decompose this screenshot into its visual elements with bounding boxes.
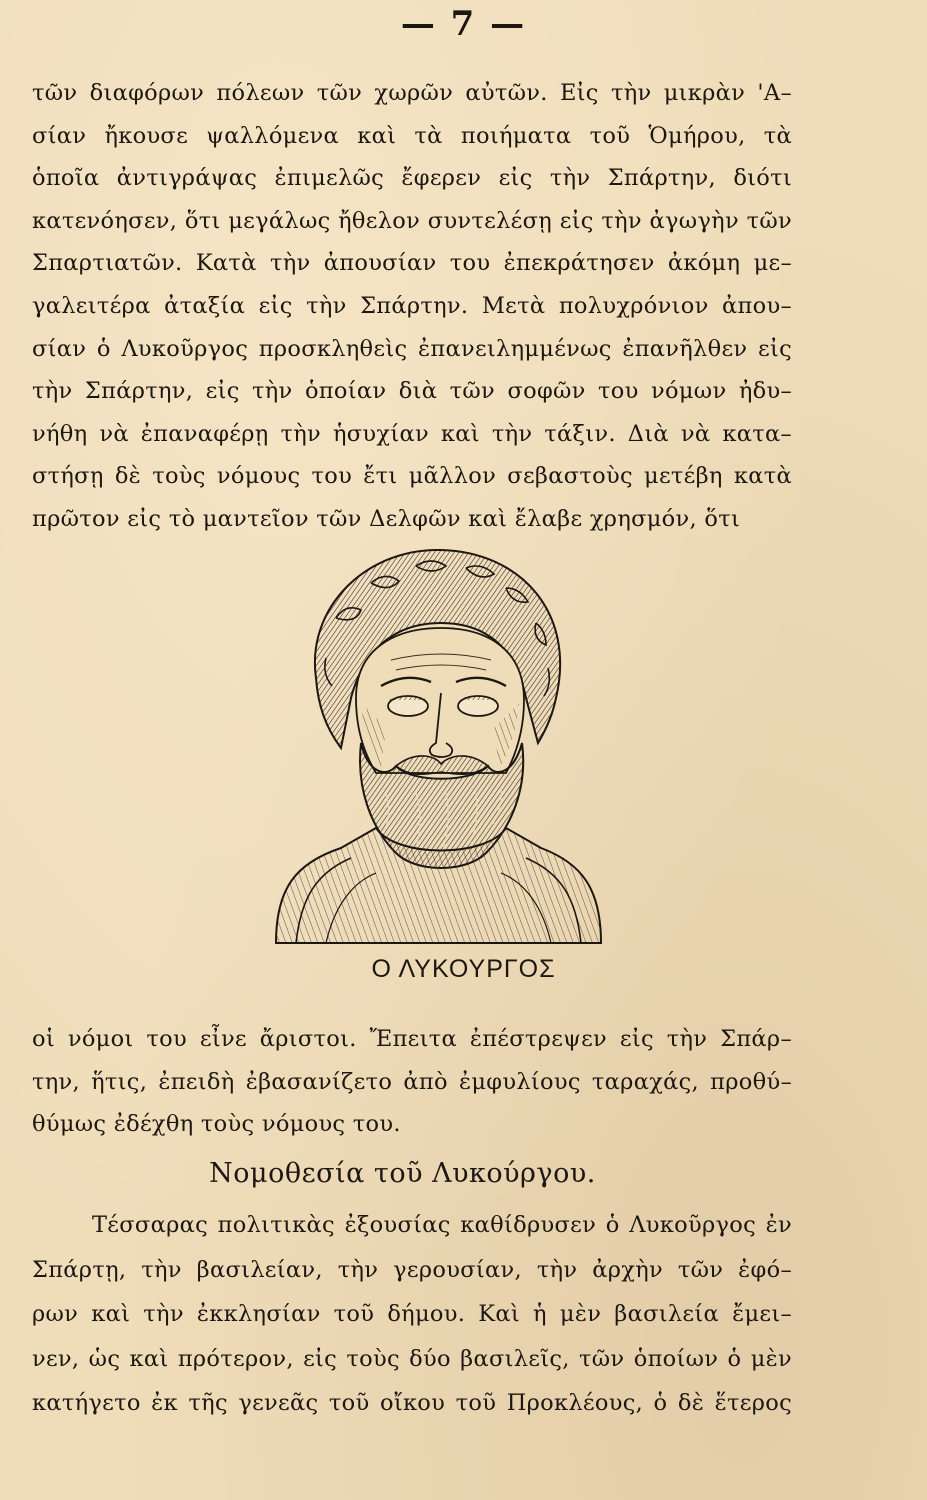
text-line: νήθη νὰ ἐπαναφέρῃ τὴν ἡσυχίαν καὶ τὴν τάξιν. Διὰ νὰ κατα– <box>32 420 792 447</box>
page-number: — 7 — <box>400 4 527 44</box>
text-line: νεν, ὡς καὶ πρότερον, εἰς τοὺς δύο βασιλεῖς, τῶν ὁποίων ὁ μὲν <box>32 1345 792 1372</box>
text-line: στήσῃ δὲ τοὺς νόμους του ἔτι μᾶλλον σεβαστοὺς μετέβη κατὰ <box>32 463 792 490</box>
text-line: Τέσσαρας πολιτικὰς ἐξουσίας καθίδρυσεν ὁ Λυκοῦργος ἐν <box>92 1212 792 1238</box>
text-line: τὴν Σπάρτην, εἰς τὴν ὁποίαν διὰ τῶν σοφῶν του νόμων ἠδυ– <box>32 378 792 405</box>
figure-caption: Ο ΛΥΚΟΥΡΓΟΣ <box>371 955 556 983</box>
text-line: σίαν ὁ Λυκοῦργος προσκληθεὶς ἐπανειλημμένως ἐπανῆλθεν εἰς <box>32 335 792 362</box>
paragraph-3 <box>32 1203 792 1426</box>
text-line: την, ἥτις, ἐπειδὴ ἐβασανίζετο ἀπὸ ἐμφυλίους ταραχάς, προθύ– <box>32 1068 792 1095</box>
text-line: Σπάρτῃ, τὴν βασιλείαν, τὴν γερουσίαν, τὴν ἀρχὴν τῶν ἐφό– <box>32 1256 792 1283</box>
paragraph-2 <box>32 1018 792 1146</box>
text-line: κατενόησεν, ὅτι μεγάλως ἤθελον συντελέσῃ εἰς τὴν ἀγωγὴν τῶν <box>32 207 792 234</box>
text-line: τῶν διαφόρων πόλεων τῶν χωρῶν αὐτῶν. Εἰς τὴν μικρὰν 'Α– <box>32 80 792 106</box>
text-line: σίαν ἤκουσε ψαλλόμενα καὶ τὰ ποιήματα τοῦ Ὁμήρου, τὰ <box>32 122 792 149</box>
text-line: κατήγετο ἐκ τῆς γενεᾶς τοῦ οἴκου τοῦ Προκλέους, ὁ δὲ ἕτερος <box>32 1390 792 1416</box>
lycurgus-bust-engraving <box>256 528 616 948</box>
text-line: πρῶτον εἰς τὸ μαντεῖον τῶν Δελφῶν καὶ ἔλαβε χρησμόν, ὅτι <box>32 505 741 532</box>
text-line: Σπαρτιατῶν. Κατὰ τὴν ἀπουσίαν του ἐπεκράτησεν ἀκόμη με– <box>32 250 792 277</box>
text-line: ρων καὶ τὴν ἐκκλησίαν τοῦ δήμου. Καὶ ἡ μὲν βασιλεία ἔμει– <box>32 1301 792 1327</box>
paragraph-1 <box>32 72 792 541</box>
text-line: θύμως ἐδέχθη τοὺς νόμους του. <box>32 1111 401 1138</box>
text-line: οἱ νόμοι του εἶνε ἄριστοι. Ἔπειτα ἐπέστρεψεν εἰς τὴν Σπάρ– <box>32 1026 792 1052</box>
text-line: γαλειτέρα ἀταξία εἰς τὴν Σπάρτην. Μετὰ πολυχρόνιον ἀπου– <box>32 292 792 319</box>
text-line: ὁποῖα ἀντιγράψας ἐπιμελῶς ἔφερεν εἰς τὴν Σπάρτην, διότι <box>32 165 792 192</box>
section-heading: Νομοθεσία τοῦ Λυκούργου. <box>209 1158 596 1189</box>
